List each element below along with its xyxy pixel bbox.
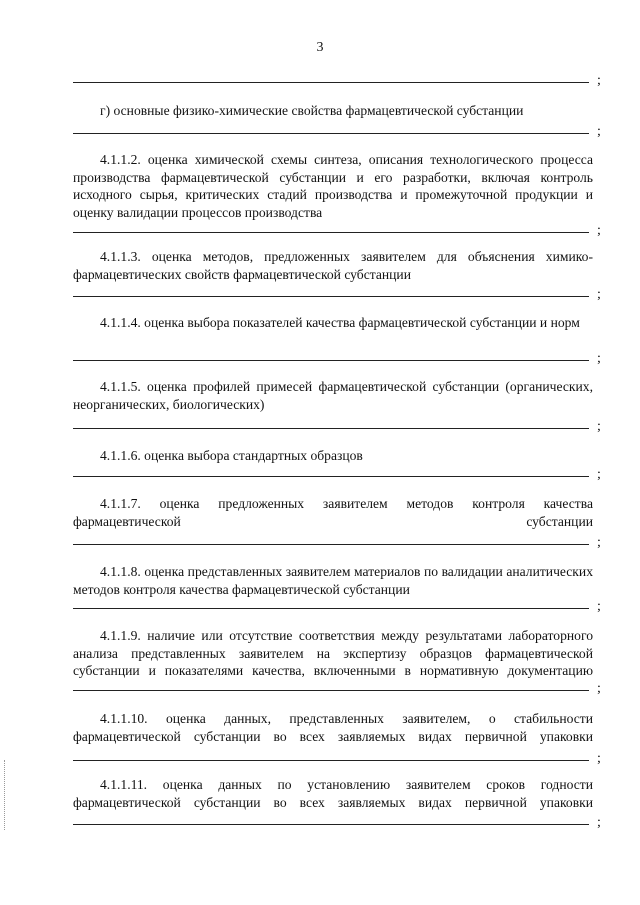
section-text: г) основные физико-химические свойства фармацевтической субстанции — [100, 103, 524, 118]
line-end-semicolon: ; — [597, 815, 601, 830]
line-end-semicolon: ; — [597, 287, 601, 302]
line-end-semicolon: ; — [597, 681, 601, 696]
section-text: 4.1.1.7. оценка предложенных заявителем методов контроля качества фармацевтической субстанции — [73, 496, 593, 529]
fill-in-line[interactable] — [73, 232, 589, 233]
section-text: 4.1.1.5. оценка профилей примесей фармацевтической субстанции (органических, неорганических, биологических) — [73, 379, 593, 412]
line-end-semicolon: ; — [597, 419, 601, 434]
section-text: 4.1.1.11. оценка данных по установлению заявителем сроков годности фармацевтической субстанции во всех заявляемых видах первичной упаковки — [73, 777, 593, 810]
fill-in-line[interactable] — [73, 476, 589, 477]
scan-edge-mark — [4, 760, 5, 830]
page-number: 3 — [316, 40, 324, 55]
section-text: 4.1.1.4. оценка выбора показателей качества фармацевтической субстанции и норм — [100, 315, 580, 330]
line-end-semicolon: ; — [597, 223, 601, 238]
fill-in-line[interactable] — [73, 296, 589, 297]
fill-in-line[interactable] — [73, 690, 589, 691]
line-end-semicolon: ; — [597, 467, 601, 482]
section-text: 4.1.1.9. наличие или отсутствие соответствия между результатами лабораторного анализа представленных заявителем на экспертизу образцов фармацевтической субстанции и показателями качества, включенными в нормативную документацию — [73, 628, 593, 678]
fill-in-line[interactable] — [73, 608, 589, 609]
line-end-semicolon: ; — [597, 351, 601, 366]
line-end-semicolon: ; — [597, 73, 601, 88]
fill-in-line[interactable] — [73, 82, 589, 83]
fill-in-line[interactable] — [73, 133, 589, 134]
section-text: 4.1.1.3. оценка методов, предложенных заявителем для объяснения химико-фармацевтических свойств фармацевтической субстанции — [73, 249, 593, 282]
line-end-semicolon: ; — [597, 124, 601, 139]
fill-in-line[interactable] — [73, 544, 589, 545]
line-end-semicolon: ; — [597, 535, 601, 550]
section-text: 4.1.1.6. оценка выбора стандартных образцов — [100, 448, 363, 463]
section-text: 4.1.1.8. оценка представленных заявителем материалов по валидации аналитических методов контроля качества фармацевтической субстанции — [73, 564, 593, 597]
fill-in-line[interactable] — [73, 760, 589, 761]
section-text: 4.1.1.10. оценка данных, представленных заявителем, о стабильности фармацевтической субстанции во всех заявляемых видах первичной упаковки — [73, 711, 593, 744]
fill-in-line[interactable] — [73, 428, 589, 429]
line-end-semicolon: ; — [597, 751, 601, 766]
fill-in-line[interactable] — [73, 824, 589, 825]
fill-in-line[interactable] — [73, 360, 589, 361]
line-end-semicolon: ; — [597, 599, 601, 614]
section-text: 4.1.1.2. оценка химической схемы синтеза, описания технологического процесса производства фармацевтической субстанции и его разработки, включая контроль исходного сырья, критических стадий производства и промежуточной продукции и оценку валидации процессов производства — [73, 152, 593, 220]
